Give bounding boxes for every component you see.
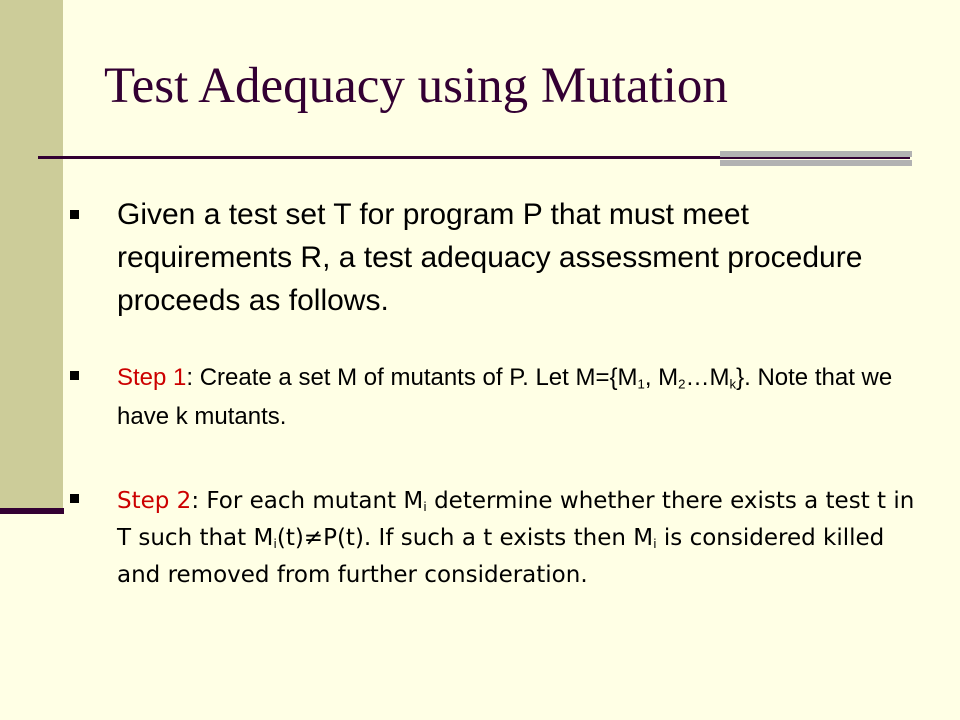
subscript: 1 (637, 376, 645, 392)
step-1-text: , M (644, 364, 679, 391)
bullet-square-icon (70, 371, 79, 380)
title-underline-accent-top (720, 151, 912, 157)
sidebar-accent-line (0, 508, 64, 514)
step-2-text: (t)≠P(t). If such a t exists then M (276, 525, 654, 551)
subscript: i (423, 499, 427, 515)
bullet-square-icon (70, 494, 79, 503)
bullet-step-1 (117, 358, 907, 436)
title-underline-accent-bottom (720, 160, 912, 166)
subscript: 2 (678, 376, 686, 392)
step-1-text: }. Note that we have k mutants. (117, 364, 893, 430)
step-1-label: Step 1 (117, 364, 187, 391)
step-2-text: determine whether there exists a test t in T such that M (117, 488, 915, 551)
sidebar-decoration (0, 0, 63, 510)
step-2-text: : For each mutant M (191, 488, 424, 514)
step-2-text: is considered killed and removed from further consideration. (117, 525, 885, 588)
bullet-intro: Given a test set T for program P that must meet requirements R, a test adequacy assessment procedure proceeds as follows. (117, 198, 863, 317)
subscript: i (273, 536, 277, 552)
step-1-text: …M (685, 364, 730, 391)
bullet-step-2 (117, 483, 917, 594)
step-1-text: : Create a set M of mutants of P. Let M={M (186, 364, 638, 391)
subscript: i (653, 536, 657, 552)
step-2-label: Step 2 (117, 488, 192, 514)
bullet-square-icon (70, 210, 79, 219)
slide-title: Test Adequacy using Mutation (104, 58, 728, 114)
subscript: k (729, 376, 737, 392)
